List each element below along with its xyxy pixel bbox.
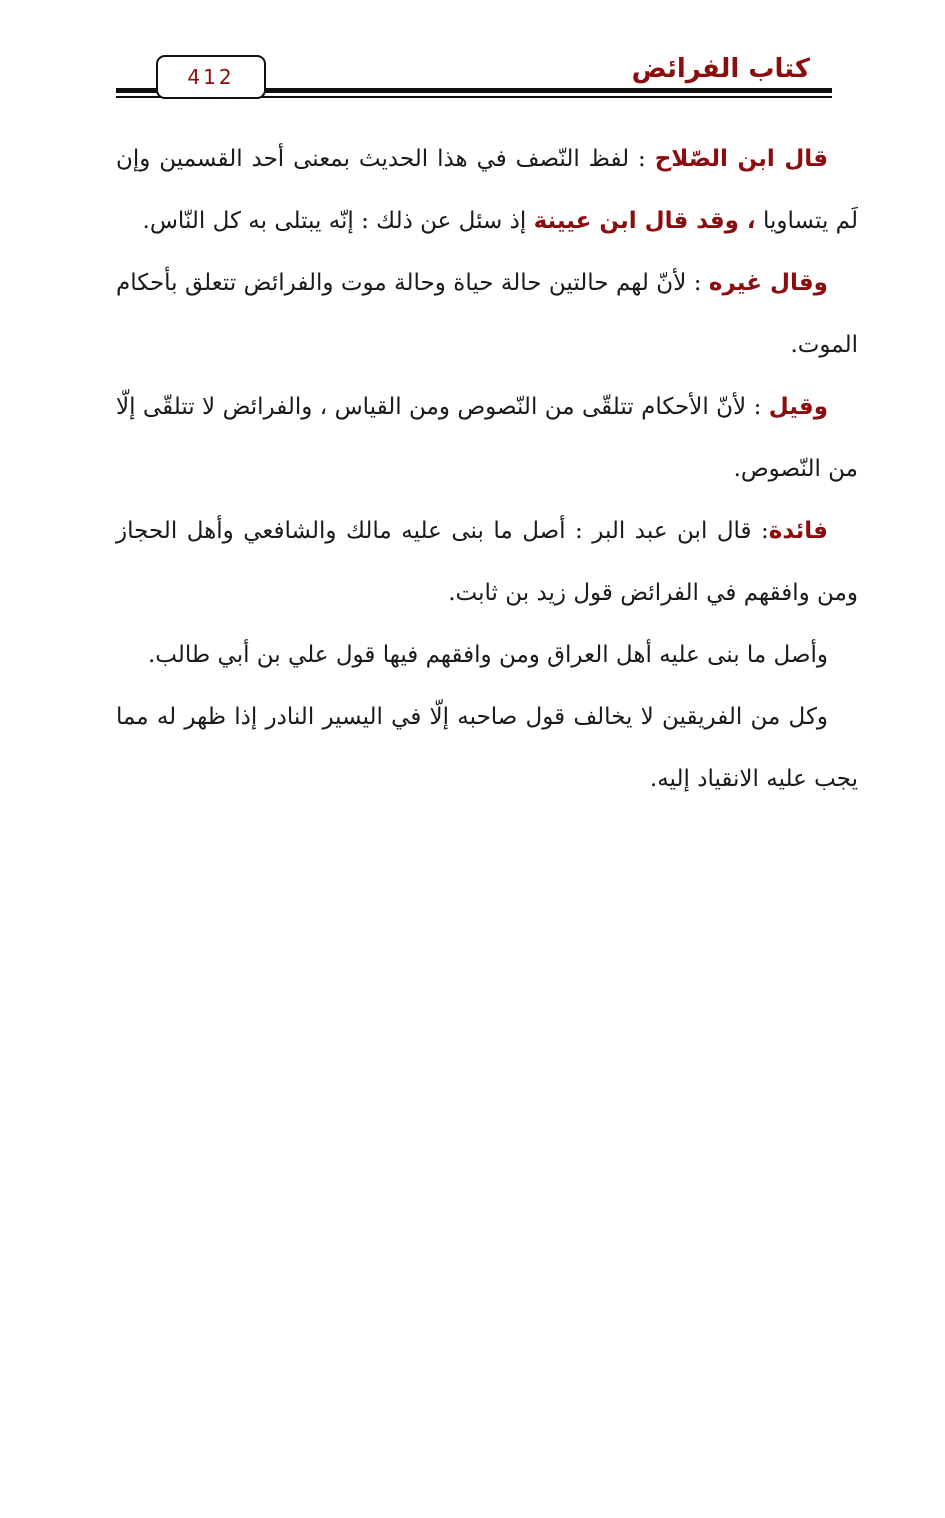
book-title: كتاب الفرائض xyxy=(631,54,810,84)
paragraph-two-groups xyxy=(116,686,858,810)
page-body xyxy=(116,128,858,810)
benefit-label: فائدة xyxy=(768,518,828,544)
paragraph-text: : لأنّ لهم حالتين حالة حياة وحالة موت والفرائض تتعلق بأحكام الموت. xyxy=(116,270,858,358)
paragraph-text: : لفظ النّصف في هذا الحديث بمعنى أحد القسمين وإن لَم يتساويا xyxy=(116,146,858,234)
page-number: 412 xyxy=(156,55,266,99)
paragraph-text: : لأنّ الأحكام تتلقّى من النّصوص ومن القياس ، والفرائض لا تتلقّى إلّا من النّصوص. xyxy=(116,394,858,482)
paragraph-benefit xyxy=(116,500,858,624)
speaker-ibn-salah: قال ابن الصّلاح xyxy=(654,146,828,172)
speaker-ibn-uyaynah: ، وقد قال ابن عيينة xyxy=(533,208,756,234)
page-header xyxy=(116,52,832,100)
paragraph-iraq xyxy=(116,624,858,686)
speaker-label: وقيل xyxy=(768,394,828,420)
paragraph-text: : قال ابن عبد البر : أصل ما بنى عليه مالك والشافعي وأهل الحجاز ومن وافقهم في الفرائض قول زيد بن ثابت. xyxy=(116,518,858,606)
speaker-label: وقال غيره xyxy=(708,270,828,296)
paragraph-text: إذ سئل عن ذلك : إنّه يبتلى به كل النّاس. xyxy=(142,208,534,234)
paragraph-other-saying xyxy=(116,252,858,376)
paragraph-it-was-said xyxy=(116,376,858,500)
paragraph-text: وكل من الفريقين لا يخالف قول صاحبه إلّا في اليسير النادر إذا ظهر له مما يجب عليه الانقياد إليه. xyxy=(116,704,858,792)
paragraph-ibn-salah xyxy=(116,128,858,252)
paragraph-text: وأصل ما بنى عليه أهل العراق ومن وافقهم فيها قول علي بن أبي طالب. xyxy=(148,642,828,668)
